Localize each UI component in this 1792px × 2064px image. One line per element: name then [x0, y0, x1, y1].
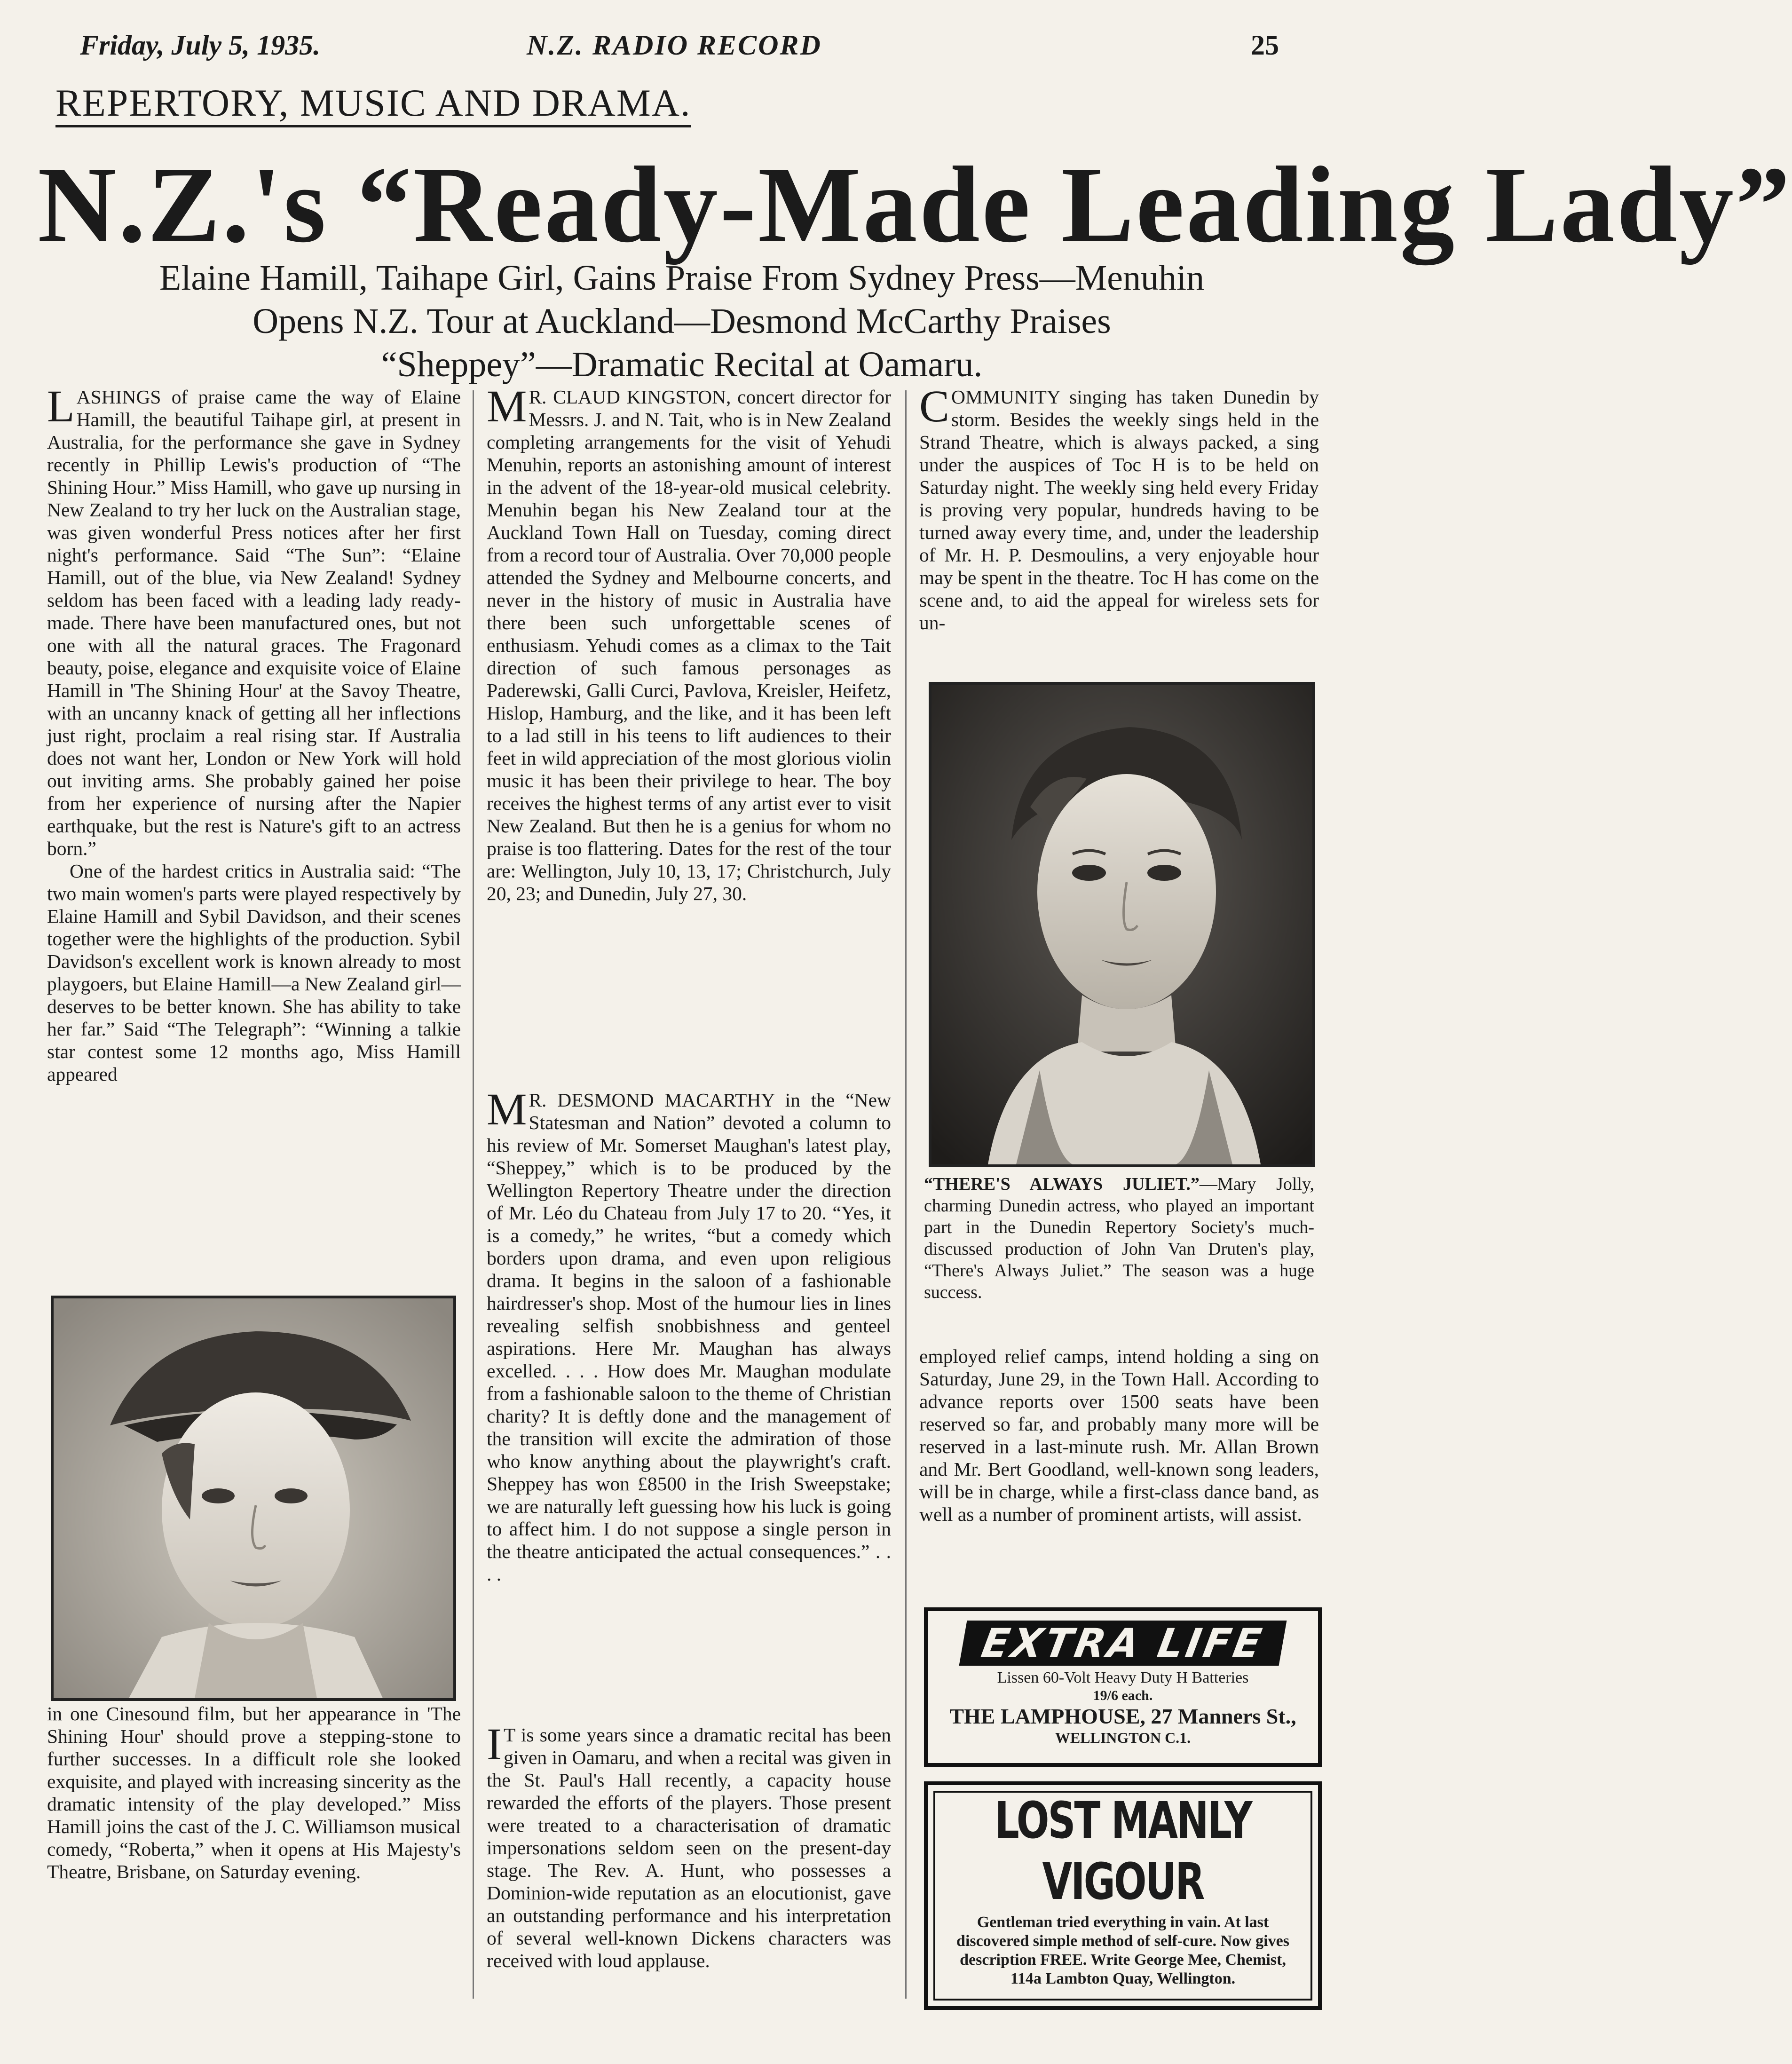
issue-date: Friday, July 5, 1935. [80, 30, 321, 61]
article-recital [487, 1719, 891, 1972]
article-paragraph: LASHINGS of praise came the way of Elaine Hamill, the beautiful Taihape girl, at present in Australia, for the performance she gave in Sydney recently in Phillip Lewis's production of “The Shining Hour.” Miss Hamill, who gave up nursing in New Zealand to try her luck on the Australian stage, was given wonderful Press notices after her first night's performance. Said “The Sun”: “Elaine Hamill, out of the blue, via New Zealand! Sydney seldom has been faced with a leading lady ready-made. There have been manufactured ones, but not one with all the natural graces. The Fragonard beauty, poise, elegance and exquisite voice of Elaine Hamill in 'The Shining Hour' at the Savoy Theatre, with an uncanny knack of getting all her inflections just right, proclaim a real rising star. If Australia does not want her, London or New York will hold out inviting arms. She probably gained her poise from her experience of nursing after the Napier earthquake, but the rest is Nature's gift to an actress born.” [47, 381, 461, 859]
column-rule [905, 390, 907, 1999]
article-paragraph: M R. CLAUD KINGSTON, concert director for Messrs. J. and N. Tait, who is in New Zealand completing arrangements for the visit of Yehudi Menuhin, reports an astonishing amount of interest in the advent of the 18-year-old musical celebrity. Menuhin began his New Zealand tour at the Auckland Town Hall on Tuesday, coming direct from a record tour of Australia. Over 70,000 people attended the Sydney and Melbourne concerts, and never in the history of music in Australia have there been such unforgettable scenes of enthusiasm. Yehudi comes as a climax to the Tait direction of such famous personages as Paderewski, Galli Curci, Pavlova, Kreisler, Heifetz, Hislop, Hamburg, and the like, and it has been left to a lad still in his teens to lift audiences to their feet in wild appreciation of the most glorious violin music it has been their privilege to hear. The boy receives the highest terms of any artist ever to visit New Zealand. But then he is a genius for whom no praise is too flattering. Dates for the rest of the tour are: Wellington, July 10, 13, 17; Christchurch, July 20, 23; and Dunedin, July 27, 30. [487, 381, 891, 904]
ad-lost-manly-vigour [924, 1781, 1322, 2010]
portrait-image [54, 1298, 453, 1698]
article-paragraph: M R. DESMOND MACARTHY in the “New Statesman and Nation” devoted a column to his review of Mr. Somerset Maughan's latest play, “Sheppey,” which is to be produced by the Wellington Repertory Theatre under the direction of Mr. Léo du Chateau from July 17 to 20. “Yes, it is a comedy,” he writes, “but a comedy which borders upon drama, and even upon religious drama. It begins in the saloon of a fashionable hairdresser's shop. Most of the humour lies in lines revealing selfish snobbishness and genteel aspirations. Here Mr. Maughan has always excelled. . . . How does Mr. Maughan modulate from a fashionable saloon to the theme of Christian charity? It is deftly done and the management of the transition will excite the admiration of those who know anything about the playwright's craft. Sheppey has won £8500 in the Irish Sweepstake; we are naturally left guessing how his luck is going to affect him. I do not suppose a single person in the theatre anticipated the actual consequences.” . . . . [487, 1084, 891, 1585]
ad-text: Gentleman tried everything in vain. At last discovered simple method of self-cure. Now gives description FREE. Write George Mee, Chemist, 114a Lambton Quay, Wellington. [956, 1914, 1289, 1987]
drop-cap: C [919, 381, 950, 431]
article-community-singing [919, 381, 1319, 634]
subhead-line: Elaine Hamill, Taihape Girl, Gains Praise From Sydney Press—Menuhin [159, 258, 1205, 298]
ad-inner-frame [933, 1791, 1312, 2001]
drop-cap: M [487, 1084, 527, 1134]
article-paragraph: COMMUNITY singing has taken Dunedin by storm. Besides the weekly sings held in the Strand Theatre, which is always packed, a sing under the auspices of Toc H is to be held on Saturday night. The weekly sing held every Friday is proving very popular, hundreds having to be turned away every time, and, under the leadership of Mr. H. P. Desmoulins, a very enjoyable hour may be spent in the theatre. Toc H has come on the scene and, to aid the appeal for wireless sets for un- [919, 381, 1319, 633]
paper-name: N.Z. RADIO RECORD [527, 30, 822, 61]
drop-cap: I [487, 1719, 502, 1769]
article-community-continued [919, 1345, 1319, 1526]
article-paragraph: in one Cinesound film, but her appearance in 'The Shining Hour' should prove a stepping-stone to further successes. In a difficult role she looked exquisite, and played with increasing sincerity as the dramatic intensity of the play developed.” Miss Hamill joins the cast of the J. C. Williamson musical comedy, “Roberta,” when it opens at His Majesty's Theatre, Brisbane, on Saturday evening. [47, 1703, 461, 1882]
ad-text: WELLINGTON C.1. [1055, 1729, 1191, 1746]
drop-cap: M [487, 381, 527, 431]
ad-extra-life-batteries [924, 1607, 1322, 1767]
article-sheppey [487, 1084, 891, 1585]
section-title: REPERTORY, MUSIC AND DRAMA. [55, 84, 691, 127]
headline: N.Z.'s “Ready-Made Leading Lady” [38, 144, 1792, 265]
ad-text: 19/6 each. [1093, 1688, 1153, 1703]
article-paragraph: One of the hardest critics in Australia said: “The two main women's parts were played respectively by Elaine Hamill and Sybil Davidson, and their scenes together were the highlights of the production. Sybil Davidson's excellent work is known already to most playgoers, but Elaine Hamill—a New Zealand girl—deserves to be better known. She has ability to take her far.” Said “The Telegraph”: “Winning a talkie star contest some 12 months ago, Miss Hamill appeared [47, 860, 461, 1085]
article-hamill-continued [47, 1702, 461, 1883]
ad-text: THE LAMPHOUSE, 27 Manners St., [949, 1704, 1296, 1728]
subhead [75, 256, 1288, 386]
portrait-image [932, 685, 1312, 1164]
page-number: 25 [1251, 30, 1279, 61]
drop-cap: L [47, 381, 75, 431]
ad-text: Lissen 60-Volt Heavy Duty H Batteries [997, 1669, 1249, 1686]
ad-brand: EXTRA LIFE [959, 1621, 1287, 1666]
photo-elaine-hamill [51, 1296, 456, 1701]
subhead-line: Opens N.Z. Tour at Auckland—Desmond McCarthy Praises [253, 301, 1111, 341]
column-rule [473, 390, 474, 1999]
masthead [80, 29, 1279, 67]
caption-text: —Mary Jolly, charming Dunedin actress, who played an important part in the Dunedin Repertory Society's much-discussed production of John Van Druten's play, “There's Always Juliet.” The season was a huge success. [924, 1174, 1314, 1302]
photo-mary-jolly [929, 682, 1315, 1167]
article-paragraph: I T is some years since a dramatic recital has been given in Oamaru, and when a recital was given in the St. Paul's Hall recently, a capacity house rewarded the efforts of the players. Those present were treated to a characterisation of dramatic impersonations seldom seen on the present-day stage. The Rev. A. Hunt, who possesses a Dominion-wide reputation as an elocutionist, gave an outstanding performance and his interpretation of several well-known Dickens characters was received with loud applause. [487, 1719, 891, 1971]
article-hamill [47, 381, 461, 1085]
photo-caption [924, 1173, 1314, 1303]
caption-title: “THERE'S ALWAYS JULIET.” [924, 1174, 1200, 1194]
subhead-line: “Sheppey”—Dramatic Recital at Oamaru. [381, 345, 983, 384]
article-menuhin [487, 381, 891, 905]
article-paragraph: employed relief camps, intend holding a sing on Saturday, June 29, in the Town Hall. According to advance reports over 1500 seats have been reserved so far, and probably many more will be reserved in a last-minute rush. Mr. Allan Brown and Mr. Bert Goodland, well-known song leaders, will be in charge, while a first-class dance band, as well as a number of prominent artists, will assist. [919, 1345, 1319, 1525]
ad-title: LOST MANLY VIGOUR [995, 1792, 1251, 1912]
